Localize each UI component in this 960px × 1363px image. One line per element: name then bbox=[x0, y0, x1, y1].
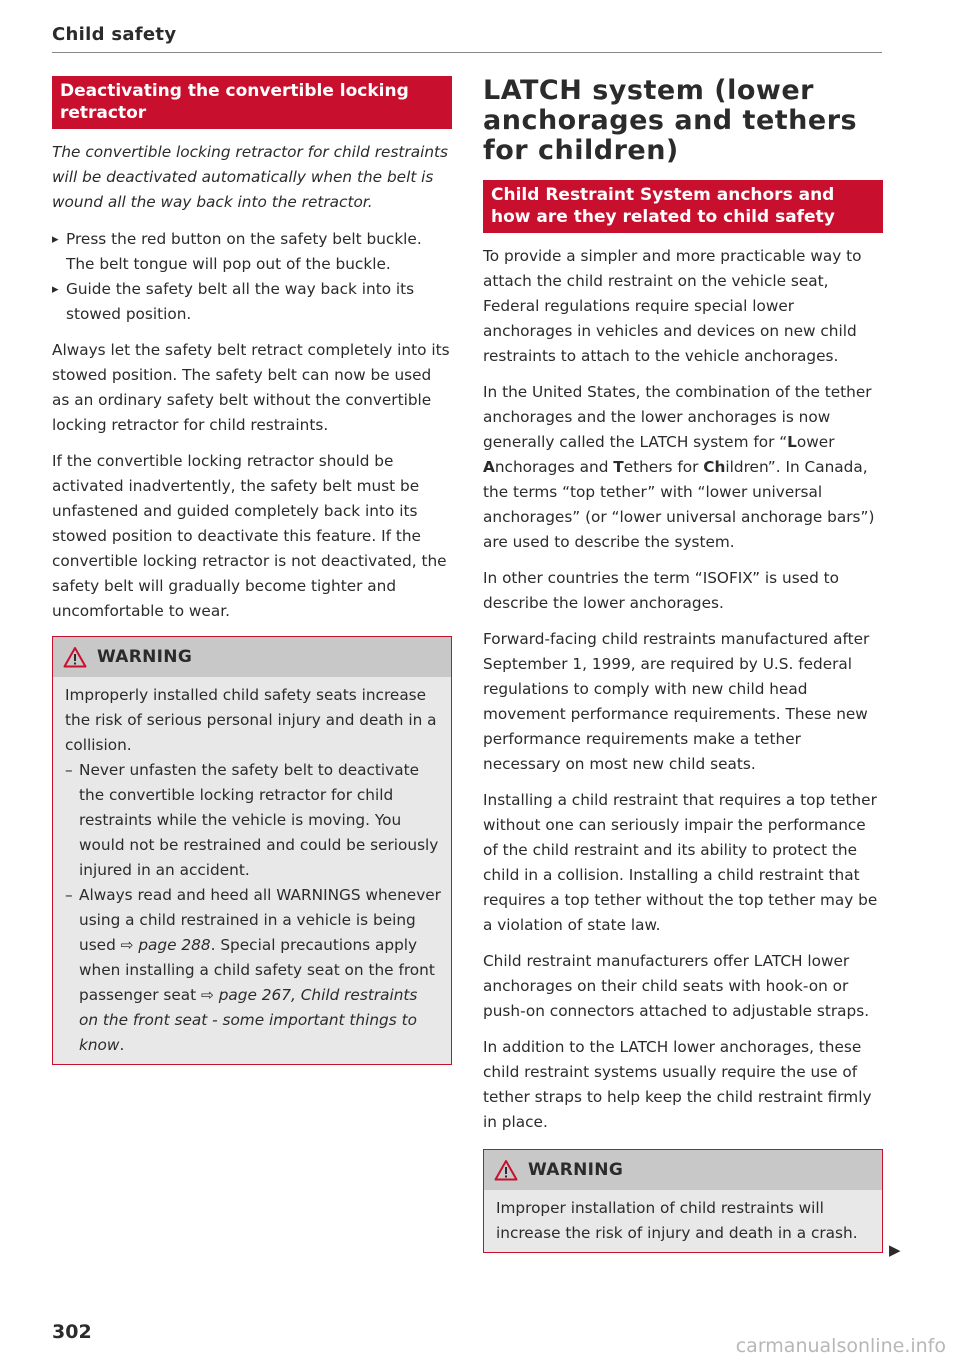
body-paragraph: Forward-facing child restraints manufactured after September 1, 1999, are required by U.S. federal regulations to comply with new child head movement performance requirements. These new performance requirements make a tether necessary on most new child seats. bbox=[483, 630, 870, 773]
page-number: 302 bbox=[52, 1321, 92, 1343]
warning-header bbox=[53, 637, 451, 677]
acronym-letter: Ch bbox=[703, 458, 726, 476]
header-divider bbox=[52, 52, 882, 53]
instruction-steps bbox=[52, 227, 452, 327]
step-item: ▸ Press the red button on the safety belt buckle. The belt tongue will pop out of the buckle. bbox=[52, 227, 452, 277]
body-paragraph: To provide a simpler and more practicable way to attach the child restraint on the vehicle seat, Federal regulations require special lower anchorages in vehicles and devices on new child restraints to attach to the vehicle anchorages. bbox=[483, 247, 862, 365]
section-heading-deactivating: Deactivating the convertible locking retractor bbox=[52, 76, 452, 129]
acronym-letter: L bbox=[787, 433, 797, 451]
warning-item bbox=[65, 883, 441, 1058]
warning-title: WARNING bbox=[528, 1160, 624, 1180]
right-column bbox=[483, 76, 883, 1253]
step-item: ▸ Guide the safety belt all the way back into its stowed position. bbox=[52, 277, 452, 327]
acronym-letter: T bbox=[613, 458, 624, 476]
text-span: ildren”. In Canada, the terms “top tether” with “lower universal anchorages” (or “lower universal anchorage bars”) are used to describe the system. bbox=[483, 458, 875, 551]
body-paragraph: Installing a child restraint that requires a top tether without one can seriously impair the performance of the child restraint and its ability to protect the child in a collision. Installing a child restraint that requires a top tether without the top tether may be a violation of state law. bbox=[483, 791, 878, 934]
page-reference-link[interactable]: ⇨ page 267, Child restraints on the front seat - some important things to know bbox=[79, 986, 418, 1054]
warning-item-text: . bbox=[119, 1036, 125, 1054]
left-column bbox=[52, 76, 452, 1065]
watermark: carmanualsonline.info bbox=[735, 1335, 946, 1357]
warning-title: WARNING bbox=[97, 647, 193, 667]
section-title: Child safety bbox=[52, 24, 177, 45]
warning-text: Improperly installed child safety seats increase the risk of serious personal injury and death in a collision. bbox=[65, 686, 437, 754]
section-heading-anchors: Child Restraint System anchors and how are they related to child safety bbox=[483, 180, 883, 233]
body-paragraph: In addition to the LATCH lower anchorages, these child restraint systems usually require the use of tether straps to help keep the child restraint firmly in place. bbox=[483, 1038, 872, 1131]
page-header bbox=[52, 24, 882, 45]
body-paragraph: Always let the safety belt retract completely into its stowed position. The safety belt can now be used as an ordinary safety belt without the convertible locking retractor for child restraints. bbox=[52, 341, 450, 434]
warning-triangle-icon bbox=[494, 1159, 518, 1181]
text-span: nchorages and bbox=[494, 458, 614, 476]
body-paragraph bbox=[483, 380, 883, 555]
warning-triangle-icon bbox=[63, 646, 87, 668]
body-paragraph: In other countries the term “ISOFIX” is used to describe the lower anchorages. bbox=[483, 569, 840, 612]
continue-arrow-icon: ▶ bbox=[889, 1241, 901, 1259]
intro-text: The convertible locking retractor for child restraints will be deactivated automatically when the belt is wound all the way back into the retractor. bbox=[52, 143, 449, 211]
page-title: LATCH system (lower anchorages and tethers for children) bbox=[483, 75, 858, 166]
acronym-letter: A bbox=[483, 458, 495, 476]
text-span: ethers for bbox=[623, 458, 704, 476]
warning-text: Improper installation of child restraints will increase the risk of injury and death in a crash. bbox=[496, 1199, 858, 1242]
warning-list bbox=[65, 758, 441, 1058]
text-span: In the United States, the combination of the tether anchorages and the lower anchorages is now generally called the LATCH system for “ bbox=[483, 383, 872, 451]
body-paragraph: Child restraint manufacturers offer LATCH lower anchorages on their child seats with hook-on or push-on connectors attached to adjustable straps. bbox=[483, 952, 870, 1020]
warning-body bbox=[484, 1190, 882, 1252]
text-span: ower bbox=[796, 433, 835, 451]
warning-box bbox=[52, 636, 452, 1065]
page-reference-link[interactable]: ⇨ page 288 bbox=[120, 936, 211, 954]
warning-header bbox=[484, 1150, 882, 1190]
warning-item: – Never unfasten the safety belt to deactivate the convertible locking retractor for child restraints while the vehicle is moving. You would not be restrained and could be seriously injured in an accident. bbox=[65, 758, 441, 883]
warning-body bbox=[53, 677, 451, 1064]
warning-box bbox=[483, 1149, 883, 1253]
warning-item-text: Always read and heed all WARNINGS whenever using a child restrained in a vehicle is being used bbox=[79, 886, 441, 954]
warning-item-text: . Special precautions apply when installing a child safety seat on the front passenger seat bbox=[79, 936, 435, 1004]
body-paragraph: If the convertible locking retractor should be activated inadvertently, the safety belt must be unfastened and guided completely back into its stowed position to deactivate this feature. If the convertible locking retractor is not deactivated, the safety belt will gradually become tighter and uncomfortable to wear. bbox=[52, 452, 447, 620]
